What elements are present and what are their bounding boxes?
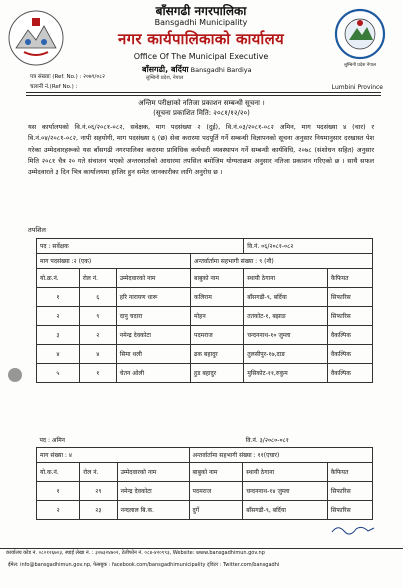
table-cell: पदमराज xyxy=(191,326,244,345)
footer-contact-line: कार्यालय कोड नं. ०८०१२६७०३, स्थाई लेखा नं. : ३०७३२४७०२, टेलीफोन नं. ०८४-४२०१९३, Website: www.bansgadhimun.gov.np xyxy=(6,550,265,556)
table-cell: ४ xyxy=(79,345,116,364)
header-divider-thin xyxy=(26,95,381,96)
ref-letter-number: पत्र संख्याः (Ref. No.) : २०७९/०८२ xyxy=(30,74,105,80)
table-cell: २९ xyxy=(80,482,117,501)
table-cell: ९ xyxy=(79,307,116,326)
tapasil-label: तपशिल xyxy=(28,226,46,234)
table-cell: दुर्गे xyxy=(189,501,243,520)
municipality-title-en: Bansgadhi Municipality xyxy=(154,18,248,27)
col-header: स्थायी ठेगाना xyxy=(243,463,328,482)
notice-subject: अन्तिम परीक्षाको नतिजा प्रकाशन सम्बन्धी सूचना । xyxy=(138,99,265,107)
address-ne: बाँसगढी, बर्दिया xyxy=(142,65,189,74)
address-small: लुम्बिनी प्रदेश, नेपाल xyxy=(146,75,184,81)
table-cell: दानु चदारा xyxy=(116,307,190,326)
demand-cell: माग पदसंख्या :२ (एक) xyxy=(37,254,191,269)
table-cell: ६ xyxy=(79,288,116,307)
table-cell: सिफारिस xyxy=(327,501,372,520)
table-cell: ३ xyxy=(37,326,80,345)
vno-cell: वि.नं. ३/२०८०-०८१ xyxy=(245,437,289,444)
demand-cell: माग संख्या : ४ xyxy=(37,448,190,463)
table-cell: चेतन ओली xyxy=(116,364,190,383)
col-header: यो.क्र.नं. xyxy=(37,269,80,288)
logo-subtitle: लुम्बिनी प्रदेश नेपाल xyxy=(343,63,377,68)
col-header: कैफियत xyxy=(327,463,372,482)
table-meta-row xyxy=(37,433,373,448)
interviewees-cell: अन्तर्वार्तामा सहभागी संख्या : ११(एघार) xyxy=(189,448,373,463)
table-cell: हरि नारायण धारू xyxy=(116,288,190,307)
table-row xyxy=(37,345,373,364)
table-row xyxy=(37,288,373,307)
col-header: उम्मेदवारको नाम xyxy=(117,463,189,482)
table-row xyxy=(37,482,373,501)
office-title-ne: नगर कार्यपालिकाको कार्यालय xyxy=(117,30,285,48)
surveyor-result-table xyxy=(36,238,373,383)
table-cell: २ xyxy=(37,307,80,326)
col-header: रोल नं. xyxy=(79,269,116,288)
table-header-row xyxy=(37,463,373,482)
table-cell: सिफारिस xyxy=(327,307,372,326)
footer-divider xyxy=(0,548,403,549)
office-title-en: Office Of The Municipal Executive xyxy=(133,52,269,61)
municipality-title-ne: बाँसगढी नगरपालिका xyxy=(155,4,247,18)
col-header: रोल नं. xyxy=(80,463,117,482)
col-header: उम्मेदवारको नाम xyxy=(116,269,190,288)
table-cell: हुड बहादुर xyxy=(191,364,244,383)
table-cell: बाँसगढी-९, बर्दिया xyxy=(244,288,328,307)
table-cell: ४ xyxy=(37,345,80,364)
address-en: Bansgadhi Bardiya xyxy=(190,66,252,74)
interviewees-cell: अन्तर्वार्तामा सहभागी संख्या : ९ (नौ) xyxy=(191,254,373,269)
table-cell: वैकल्पिक xyxy=(327,326,372,345)
table-row xyxy=(37,307,373,326)
table-cell: १ xyxy=(37,482,80,501)
table-cell: ५ xyxy=(37,364,80,383)
table-cell: नमेन्द्र देवकोटा xyxy=(116,326,190,345)
table-cell: नमेन्द्र देवकोटा xyxy=(117,482,189,501)
table-row xyxy=(37,501,373,520)
table-cell: वैकल्पिक xyxy=(327,345,372,364)
notice-body: यस कार्यालयको वि.नं.०६/२०८१-०८२, सवेक्षक, माग पदसंख्या २ (दुई), वि.नं.०३/२०८१-०८२ अमिन, माग पदसंख्या ४ (चार) र वि.नं.०४/२०८१-०८२, नापी सहयोगी, माग पदसंख्या ६ (छ) सेवा करारमा पदपूर्ति गर्ने सम्बन्धी विज्ञापनको सूचना अनुसार नियमानुसार दरखास्त पेश गरेका उम्मेदवारहरूको यस बाँसगढी नगरपालिका करारमा प्राविधिक कर्मचारी व्यवस्थापन गर्ने सम्बन्धी कार्यविधि, २०७८ (संशोधन सहित) अनुसार मिति २०८१ चैत्र २० गते संचालन भएको अन्तरवार्ताको आधारमा तपसिल बमोजिम योग्यताक्रम अनुसार नतिजा प्रकाशन गरिएको छ । साथै सफल उम्मेदवारले ३ दिन भित्र कार्यालयमा हाजिर हुन समेत जानकारीका लागि अनुरोध छ । xyxy=(28,123,374,177)
amin-result-table xyxy=(36,433,373,520)
table-cell: सिमा थली xyxy=(116,345,190,364)
table-cell: ततकोट-१, बझाङ xyxy=(244,307,328,326)
col-header: बाबुको नाम xyxy=(191,269,244,288)
table-cell: नन्दलाल बि.क. xyxy=(117,501,189,520)
address xyxy=(142,64,252,75)
table-cell: तुलसीपुर-१७,दाङ xyxy=(244,345,328,364)
table-cell: सिफारिस xyxy=(327,482,372,501)
table-cell: चन्दननाथ-१४ जुम्ला xyxy=(243,482,328,501)
table-row xyxy=(37,364,373,383)
table-cell: सिफारिस xyxy=(327,288,372,307)
signature-mark xyxy=(330,522,376,536)
table-meta-row xyxy=(37,448,373,463)
table-cell: बाँसगढी-९, बर्दिया xyxy=(243,501,328,520)
col-header: स्थायी ठेगाना xyxy=(244,269,328,288)
nepal-emblem-logo xyxy=(6,8,66,68)
table-cell: वैकल्पिक xyxy=(327,364,372,383)
table-cell: ढक बहादुर xyxy=(191,345,244,364)
table-cell: मुसिकोट-११,रुकुम xyxy=(244,364,328,383)
vno-cell: वि.नं. ०६/२०८१-०८२ xyxy=(244,239,373,254)
table-cell: १ xyxy=(79,364,116,383)
col-header: यो.क.नं. xyxy=(37,463,80,482)
binder-hole-shadow xyxy=(8,368,22,382)
table-meta-row xyxy=(37,254,373,269)
notice-subject-date: (सूचना प्रकाशित मिति: २०८१/१२/२०) xyxy=(153,109,250,117)
table-cell: पदमराज xyxy=(189,482,243,501)
col-header: कैफियत xyxy=(327,269,372,288)
province-label: Lumbini Province xyxy=(331,84,383,91)
table-cell: कलिराम xyxy=(191,288,244,307)
footer-social-line: ईमेल: info@bansgadhimun.gov.np, फेसबुक : facebook.com/bansgadhimunicipality ट्विटर : Twitter.com/bansgadhi xyxy=(8,562,280,568)
table-cell: २ xyxy=(37,501,80,520)
ref-dispatch-number: चलानी नं.(Ref No.) : xyxy=(30,84,78,90)
table-meta-row xyxy=(37,239,373,254)
post-cell: पद : अमिन xyxy=(39,437,65,444)
table-row xyxy=(37,326,373,345)
header-divider xyxy=(26,92,381,93)
post-cell: पद : सर्वेक्षक xyxy=(37,239,244,254)
table-cell: मोहन xyxy=(191,307,244,326)
table-header-row xyxy=(37,269,373,288)
table-cell: चन्दननाथ-१० जुम्ला xyxy=(244,326,328,345)
col-header: बाबुको नाम xyxy=(189,463,243,482)
table-cell: २ xyxy=(79,326,116,345)
table-cell: १ xyxy=(37,288,80,307)
table-cell: २३ xyxy=(80,501,117,520)
